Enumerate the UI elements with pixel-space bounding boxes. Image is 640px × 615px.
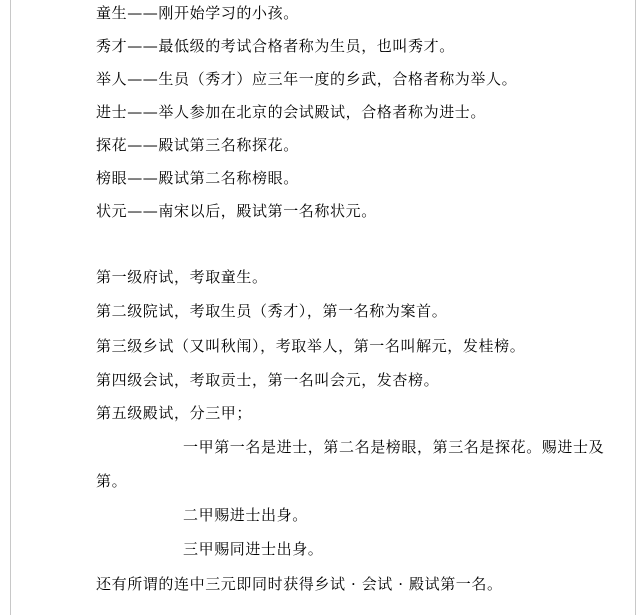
level-4: 第四级会试，考取贡士，第一名叫会元，发杏榜。 [96, 371, 440, 389]
level-2: 第二级院试，考取生员（秀才），第一名称为案首。 [96, 302, 448, 320]
definition-zhuangyuan: 状元——南宋以后，殿试第一名称状元。 [96, 202, 377, 220]
definition-bangyan: 榜眼——殿试第二名称榜眼。 [96, 169, 299, 187]
jia-third: 三甲赐同进士出身。 [183, 540, 324, 558]
jia-second: 二甲赐进士出身。 [183, 506, 308, 524]
footer-note: 还有所谓的连中三元即同时获得乡试 · 会试 · 殿试第一名。 [96, 575, 503, 593]
jia-first-line1: 一甲第一名是进士，第二名是榜眼，第三名是探花。赐进士及 [183, 438, 605, 456]
definition-tongsheng: 童生——刚开始学习的小孩。 [96, 4, 299, 22]
level-3: 第三级乡试（又叫秋闱），考取举人，第一名叫解元，发桂榜。 [96, 337, 526, 355]
level-5: 第五级殿试，分三甲； [96, 404, 253, 422]
definition-juren: 举人——生员（秀才）应三年一度的乡武，合格者称为举人。 [96, 70, 518, 88]
jia-first-line2: 第。 [96, 472, 128, 490]
level-1: 第一级府试，考取童生。 [96, 268, 268, 286]
definition-tanhua: 探花——殿试第三名称探花。 [96, 136, 299, 154]
definition-xiucai: 秀才——最低级的考试合格者称为生员，也叫秀才。 [96, 37, 455, 55]
definition-jinshi: 进士——举人参加在北京的会试殿试，合格者称为进士。 [96, 103, 487, 121]
